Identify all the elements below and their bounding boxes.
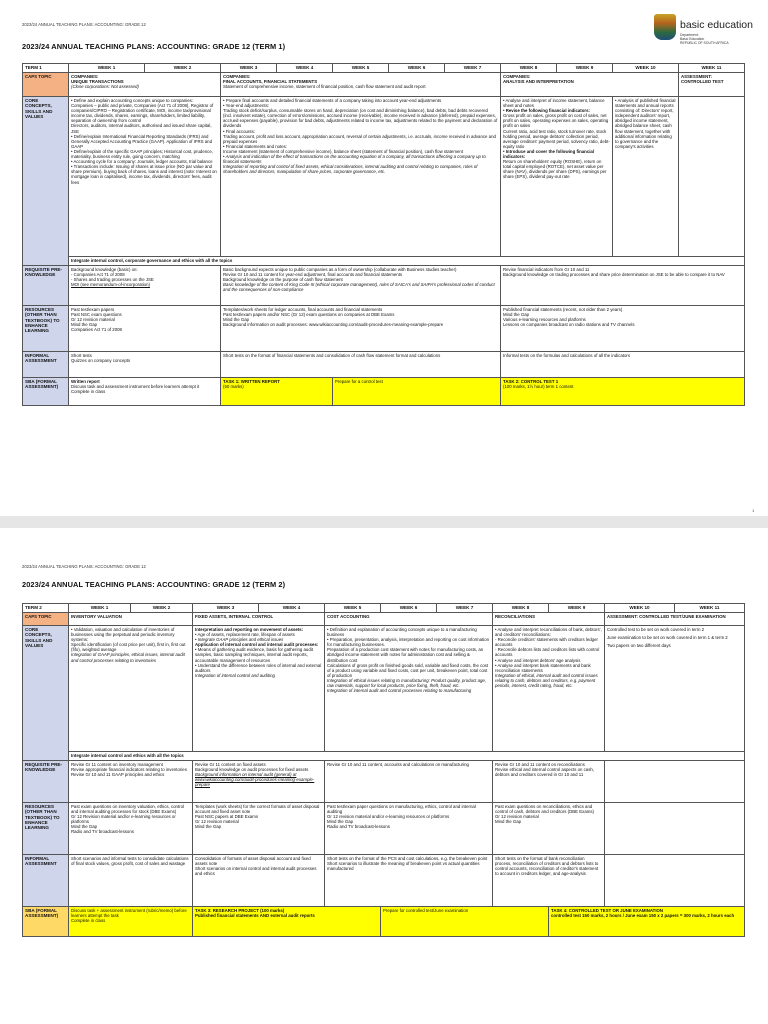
informal-cell xyxy=(605,855,745,907)
resources-cell: Past test/exam papers Past NSC exam questions Gr 12 revision material Mind the Gap Companies Act 71 of 2008 xyxy=(69,306,221,352)
core-concepts-cell: • Definition and explanation of accounting concepts unique to a manufacturing business • Preparation, presentation, analysis, interpretation and reporting on cost information for manufacturing businesses. Preparation of a production cost statement with notes for manufacturing costs, an abridged income statement with notes for administration cost and selling & distribution cost Calculations of gross profit on finished goods sold, variable and fixed costs, the cost of a product using variable and fixed costs, cost per unit, breakeven point, total cost of production Integration of ethical issues relating to manufacturing: Product quality, product age, raw materials, support for local products, price fixing, theft, fraud, etc. Integration of internal audit and control processes relating to manufacturing xyxy=(325,626,493,752)
core-concepts-cell: Controlled test to be set on work covered in term 2 June examination to be set on work covered in term 1 & term 2 Two papers on two different days xyxy=(605,626,745,752)
week-header: WEEK 2 xyxy=(145,64,221,73)
dbe-logo xyxy=(654,14,758,48)
sba-task-1: TASK 1: WRITTEN REPORT (50 marks) xyxy=(221,378,333,406)
sba-task-2: TASK 2: CONTROL TEST 1 (100 marks, 1½ hour) term 1 content xyxy=(501,378,745,406)
informal-cell: Short scenarios and informal tests to consolidate calculations of final stock values, gross profit, cost of sales and wastage xyxy=(69,855,193,907)
caps-topic-unique-transactions: COMPANIES: UNIQUE TRANSACTIONS (Close corporations: Not assessed) xyxy=(69,73,221,97)
week-header: WEEK 10 xyxy=(605,604,675,613)
resources-cell: Past exam questions on inventory valuation, ethics, control and internal auditing processes for stock (DBE Exams) Gr 12 Revision material and/or e-learning resources or platforms Mind the Gap Radio and TV broadcast-lessons xyxy=(69,803,193,855)
week-header: WEEK 7 xyxy=(437,604,493,613)
requisite-cell: Revise Gr 11 content on fixed assets Background knowledge on audit processes for fixed assets Background information on internal audit (general) at www.wikiaccounting.com/audit-procedures-meaning-example-prepare xyxy=(193,761,325,803)
caps-topic-fixed-assets: FIXED ASSETS, INTERNAL CONTROL xyxy=(193,613,325,626)
requisite-cell: Revise financial indicators from Gr 10 and 11 Background knowledge on trading processes and share price determination on JSE to be able to compare it to NAV xyxy=(501,266,745,306)
resources-cell: Past exam questions on reconciliations, ethics and control of cash, debtors and creditors (DBE Exams) Gr 12 revision material Mind the Gap xyxy=(493,803,605,855)
row-label-sba: SBA (FORMAL ASSESSMENT) xyxy=(23,378,69,406)
core-concepts-cell: Interpretation and reporting on movement of assets: • Age of assets, replacement rate, lifespan of assets • Integrate GAAP principles and ethical issues Application of internal control and internal audit processes: • Means of gathering audit evidence, basis for gathering audit samples, basic sampling techniques, internal audit reports, accountable management of resources • Understand the difference between roles of internal and external auditors Integration of internal control and auditing xyxy=(193,626,325,752)
informal-cell: Consolidation of formats of asset disposal account and fixed assets note Short scenarios on internal control and internal audit processes and ethics xyxy=(193,855,325,907)
term-2-table xyxy=(22,603,745,937)
term-1-table xyxy=(22,63,745,406)
caps-topic-inventory: INVENTORY VALUATION xyxy=(69,613,193,626)
week-header: WEEK 9 xyxy=(549,604,605,613)
requisite-cell: Background knowledge (basic) on: - Companies Act 71 of 2008 - Shares and trading processes on the JSE MOI (see memorandum-of-incorporation) xyxy=(69,266,221,306)
coat-of-arms-icon xyxy=(654,14,676,40)
page-number: 1 xyxy=(752,508,755,513)
row-label-informal: INFORMAL ASSESSMENT xyxy=(23,855,69,907)
integrate-note: Integrate internal control and ethics with all the topics xyxy=(69,752,745,761)
row-label-sba: SBA (FORMAL ASSESSMENT) xyxy=(23,907,69,937)
informal-cell: Short tests on the format of bank reconciliation process, reconciliation of creditors and debtors lists to control accounts, reconciliation of creditor's statement to account in creditors ledger, and age-analysis xyxy=(493,855,605,907)
logo-sub-line: Basic Education xyxy=(680,37,705,41)
core-concepts-cell xyxy=(679,97,745,257)
week-header: WEEK 8 xyxy=(493,604,549,613)
caps-topic-final-accounts: COMPANIES: FINAL ACCOUNTS, FINANCIAL STATEMENTS Statement of comprehensive income, statement of financial position, cash flow statement and audit report xyxy=(221,73,501,97)
requisite-cell: Revise Gr 10 and 11 content, accounts and calculations on manufacturing xyxy=(325,761,493,803)
caps-topic-analysis: COMPANIES: ANALYSIS AND INTERPRETATION xyxy=(501,73,679,97)
caps-topic-cost-accounting: COST ACCOUNTING xyxy=(325,613,493,626)
sba-cell: Discuss task + assessment instrument (rubric/memo) before learners attempt the task Complete in class xyxy=(69,907,193,937)
row-label-resources: RESOURCES (OTHER THAN TEXTBOOK) TO ENHANCE LEARNING xyxy=(23,306,69,352)
row-label-core-concepts: CORE CONCEPTS, SKILLS AND VALUES xyxy=(23,97,69,266)
sba-cell: Written report Discuss task and assessment instrument before learners attempt it Complete in class xyxy=(69,378,221,406)
week-header: WEEK 3 xyxy=(193,604,259,613)
page-title: 2023/24 ANNUAL TEACHING PLANS: ACCOUNTING: GRADE 12 (TERM 1) xyxy=(22,42,286,51)
week-header: WEEK 10 xyxy=(613,64,679,73)
caps-topic-assessment: ASSESSMENT: CONTROLLED TEST/JUNE EXAMINATION xyxy=(605,613,745,626)
row-label-resources: RESOURCES (OTHER THAN TEXTBOOK) TO ENHANCE LEARNING xyxy=(23,803,69,855)
resources-cell: Templates/work sheets for ledger accounts, final accounts and financial statements Past test/exam papers and/or NSC (Gr 12) exam questions on companies at DBE Exams Mind the Gap Background information on audit processes: www.wikiaccounting.com/audit-procedures-meaning-example-prepare xyxy=(221,306,501,352)
term-label: TERM 2 xyxy=(23,604,69,613)
informal-cell: Short tests on the format of the PCS and cost calculations, e.g. the breakeven point Short scenarios to illustrate the meaning of breakeven point vs actual quantities manufactured xyxy=(325,855,493,907)
resources-cell xyxy=(605,803,745,855)
row-label-requisite: REQUISITE PRE-KNOWLEDGE xyxy=(23,761,69,803)
core-concepts-cell: • Analysis of published financial statements and annual reports consisting of: Directors' report, independent auditors' report, abridged income statement, abridged balance sheet, cash flow statement, together with additional information relating to governance and the company's activities xyxy=(613,97,679,257)
core-concepts-cell: • Validation, valuation and calculation of inventories of businesses using the perpetual and periodic inventory systems: Specific identification (of cost price per unit), first in, first out (fifo), weighted average Integration of GAAP principles, ethical issues, internal audit and control processes relating to inventories xyxy=(69,626,193,752)
sba-prepare: Prepare for controlled test/June examination xyxy=(381,907,549,937)
week-header: WEEK 4 xyxy=(259,604,325,613)
integrate-note: Integrate internal control, corporate governance and ethics with all the topics xyxy=(69,257,745,266)
resources-cell: Templates (work sheets) for the correct formats of asset disposal account and fixed asset note Past NSC papers at DBE Exams Gr 12 revision material Mind the Gap xyxy=(193,803,325,855)
sba-task-4: TASK 4: CONTROLLED TEST OR JUNE EXAMINATION controlled test 150 marks, 2 hours / June exam 150 x 2 papers = 300 marks, 2 hours each xyxy=(549,907,745,937)
requisite-cell: Revise Gr 11 content on inventory management Revise appropriate financial indicators relating to inventories Revise Gr 10 and 11 GAAP principles and ethics xyxy=(69,761,193,803)
week-header: WEEK 2 xyxy=(131,604,193,613)
term-label: TERM 1 xyxy=(23,64,69,73)
requisite-cell xyxy=(605,761,745,803)
row-label-caps-topic: CAPS TOPIC xyxy=(23,613,69,626)
page-term-2 xyxy=(0,528,768,1024)
week-header: WEEK 1 xyxy=(69,64,145,73)
week-header: WEEK 4 xyxy=(277,64,333,73)
week-header: WEEK 6 xyxy=(389,64,445,73)
resources-cell: Published financial statements (recent, not older than 2 years) Mind the Gap Various e-learning resources and platforms Lessons on companies broadcast on radio stations and TV channels xyxy=(501,306,745,352)
core-concepts-cell: • Prepare final accounts and detailed financial statements of a company taking into account year-end adjustments • Year-end adjustments: Trading stock deficit/surplus, consumable stores on hand, depreciation (on cost and diminishing balance), bad debts, bad debts recovered (incl. insolvent estate), correction of errors/omissions, accrued income (receivable), income received in advance (deferred), prepaid expenses, accrued expenses (payable), provision for bad debts, adjustments related to income tax, adjustments related to the payment and declaration of dividends • Final accounts: Trading account, profit and loss account, appropriation account, reversal of certain adjustments, i.e. accruals, income received in advance and prepaid expenses • Financial statements and notes: Income statement (statement of comprehensive income), balance sheet (statement of financial position), cash flow statement • Analysis and indication of the effect of transactions on the accounting equation of a company, all transactions affecting a company up to financial statements Integration of reporting and control of fixed assets, ethical considerations, internal auditing and control relating to companies, roles of shareholders and directors, manipulation of share prices, corporate governance, etc. xyxy=(221,97,501,257)
requisite-cell: Basic background expects unique to public companies as a form of ownership (collaborate with Business studies teacher) Revise Gr 10 and 11 content for year-end adjustment, final accounts and financial statements Background knowledge on the purpose of cash flow statement Basic knowledge of the content of King Code III (ethical corporate management), roles of SAICA's and SAIPA's professional codes of conduct and the consequences of non-compliance xyxy=(221,266,501,306)
week-header: WEEK 11 xyxy=(679,64,745,73)
requisite-cell: Revise Gr 10 and 11 content on reconciliations Revise ethical and internal control aspects on cash, debtors and creditors covered in Gr 10 and 11 xyxy=(493,761,605,803)
informal-cell: Informal tests on the formulas and calculations of all the indicators xyxy=(501,352,745,378)
logo-sub-line: Department: xyxy=(680,33,699,37)
sba-prepare: Prepare for a control test xyxy=(333,378,501,406)
week-header: WEEK 9 xyxy=(557,64,613,73)
sba-task-3: TASK 3: RESEARCH PROJECT (100 marks) Published financial statements AND external audit reports xyxy=(193,907,381,937)
caps-topic-assessment: ASSESSMENT: CONTROLLED TEST xyxy=(679,73,745,97)
week-header: WEEK 11 xyxy=(675,604,745,613)
week-header: WEEK 5 xyxy=(333,64,389,73)
week-header: WEEK 5 xyxy=(325,604,381,613)
page-title: 2023/24 ANNUAL TEACHING PLANS: ACCOUNTING: GRADE 12 (TERM 2) xyxy=(22,580,286,589)
logo-sub-line: REPUBLIC OF SOUTH AFRICA xyxy=(680,41,729,45)
core-concepts-cell: • Analyse and interpret reconciliations of bank, debtors', and creditors' reconciliations: - Reconcile creditors' statements with creditors ledger accounts - Reconcile debtors lists and creditors lists with control accounts • Analyse and interpret debtors' age analysis • Analyse and interpret bank statements and bank reconciliation statements Integration of ethical, internal audit and control issues relating to cash, debtors and creditors, e.g. payment periods, interest, credit rating, fraud, etc. xyxy=(493,626,605,752)
informal-cell: Short tests Quizzes on company concepts xyxy=(69,352,221,378)
row-label-requisite: REQUISITE PRE-KNOWLEDGE xyxy=(23,266,69,306)
informal-cell: Short tests on the format of financial statements and consolidation of cash flow statement format and calculations xyxy=(221,352,501,378)
core-concepts-cell: • Define and explain accounting concepts unique to companies: Companies – public and private, Companies (Act 71 of 2008), Registrar of companies/CIPRO – Registration certificate, MOI, income tax/provisional income tax, dividends, shares, earnings, shareholders, limited liability, separation of ownership from control Directors, auditors, internal auditors, authorised and issued share capital, JSE • Define/explain International Financial Reporting Standards (IFRS) and Generally Accepted Accounting Practice (GAAP). Application of IFRS and GAAP • Define/explain of the specific GAAP principles; Historical cost, prudence, materiality, business entity rule, going concern, matching • Accounting cycle for a company: Journals, ledger accounts, trial balance • Transactions include: Issuing of shares at issue price (NO par value and share premium), buying back of shares, loans and interest (note: Interest on mortgage loan is capitalised), income tax, dividends, directors' fees, audit fees xyxy=(69,97,221,257)
row-label-core-concepts: CORE CONCEPTS, SKILLS AND VALUES xyxy=(23,626,69,761)
row-label-informal: INFORMAL ASSESSMENT xyxy=(23,352,69,378)
week-header: WEEK 3 xyxy=(221,64,277,73)
week-header: WEEK 8 xyxy=(501,64,557,73)
week-header: WEEK 1 xyxy=(69,604,131,613)
week-header: WEEK 7 xyxy=(445,64,501,73)
resources-cell: Past test/exam paper questions on manufacturing, ethics, control and internal auditing Gr 12 revision material and/or e-learning resources or platforms Mind the Gap Radio and TV broadcast-lessons xyxy=(325,803,493,855)
week-header: WEEK 6 xyxy=(381,604,437,613)
running-header: 2023/24 ANNUAL TEACHING PLANS: ACCOUNTING: GRADE 12 xyxy=(22,564,146,569)
caps-topic-reconciliations: RECONCILIATIONS xyxy=(493,613,605,626)
row-label-caps-topic: CAPS TOPIC xyxy=(23,73,69,97)
running-header: 2023/24 ANNUAL TEACHING PLANS: ACCOUNTING: GRADE 12 xyxy=(22,22,146,27)
logo-text: basic education xyxy=(680,19,753,31)
core-concepts-cell: • Analyse and interpret of income statement, balance sheet and notes • Revise the following financial indicators: Gross profit on sales, gross profit on cost of sales, net profit on sales, operating expenses on sales, operating profit on sales Current ratio, acid test ratio, stock turnover rate, stock holding period, average debtors' collection period, average creditors' payment period, solvency ratio, debt-equity ratio • Introduce and cover the following financial indicators: Return on shareholders' equity (ROSHE), return on total capital employed (ROTCE), net asset value per share (NAV), dividends per share (DPS), earnings per share (EPS), dividend pay-out rate xyxy=(501,97,613,257)
